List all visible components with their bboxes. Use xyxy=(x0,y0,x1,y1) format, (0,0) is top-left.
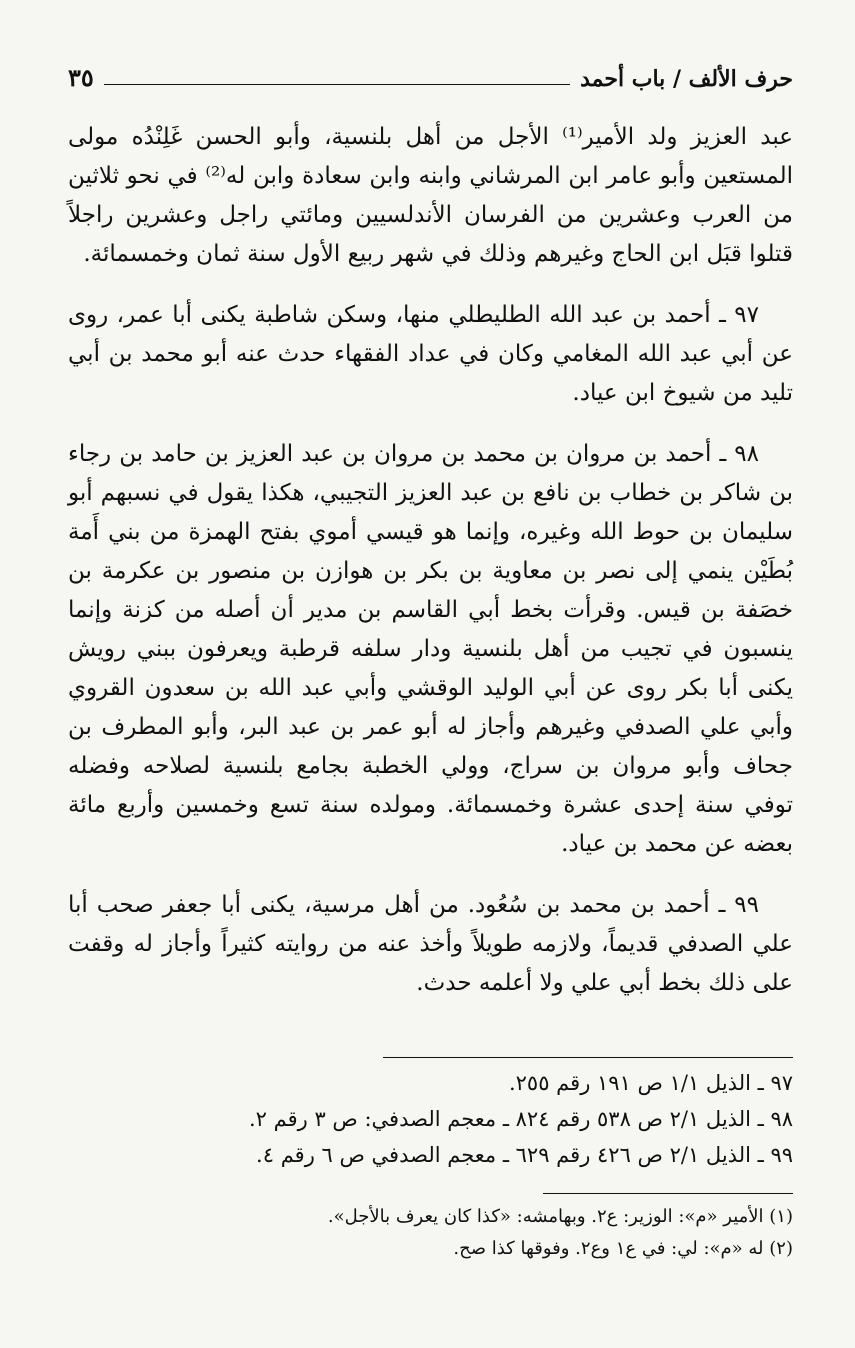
references-divider xyxy=(383,1057,793,1058)
critical-notes xyxy=(68,1201,793,1265)
reference-98: ٩٨ ـ الذيل ٢/١ ص ٥٣٨ رقم ٨٢٤ ـ معجم الصدفي: ص ٣ رقم ٢. xyxy=(248,1107,793,1131)
references xyxy=(68,1065,793,1173)
page-number: ٣٥ xyxy=(68,63,94,92)
entry-98: ٩٨ ـ أحمد بن مروان بن محمد بن مروان بن عبد العزيز بن حامد بن رجاء بن شاكر بن خطاب بن نافع بن عبد العزيز التجيبي، هكذا يقول في نسبهم أبو سليمان بن حوط الله وغيره، وإنما هو قيسي أموي بفتح الهمزة من بني أَمة بُطَيْن ينمي إلى نصر بن معاوية بن بكر بن هوازن بن منصور بن عكرمة بن خصَفة بن قيس. وقرأت بخط أبي القاسم بن مدير أن أصله من كزنة وإنما ينسبون في تجيب من أهل بلنسية ودار سلفه قرطبة ويعرفون ببني رويش يكنى أبا بكر روى عن أبي الوليد الوقشي وأبي عبد الله بن سعدون القروي وأبي علي الصدفي وغيرهم وأجاز له أبو عمر بن عبد البر، وأبو المطرف بن جحاف وأبو مروان بن سراج، وولي الخطبة بجامع بلنسية لصلاحه وفضله توفي سنة إحدى عشرة وخمسمائة. ومولده سنة تسع وخمسين وأربع مائة بعضه عن محمد بن عياد. xyxy=(68,441,793,857)
entry-97: ٩٧ ـ أحمد بن عبد الله الطليطلي منها، وسكن شاطبة يكنى أبا عمر، روى عن أبي عبد الله المغامي وكان في عداد الفقهاء حدث عنه أبو محمد بن أبي تليد من شيوخ ابن عياد. xyxy=(68,302,793,406)
main-text xyxy=(68,118,793,1025)
reference-97: ٩٧ ـ الذيل ١/١ ص ١٩١ رقم ٢٥٥. xyxy=(508,1071,793,1095)
note-1: (١) الأمير «م»: الوزير: ع٢. وبهامشه: «كذا كان يعرف بالأجل». xyxy=(327,1206,793,1227)
note-2: (٢) له «م»: لي: في ع١ وع٢. وفوقها كذا صح. xyxy=(453,1238,793,1259)
paragraph-continuation: عبد العزيز ولد الأمير⁽¹⁾ الأجل من أهل بلنسية، وأبو الحسن غَلِنْدُه مولى المستعين وأبو عامر ابن المرشاني وابنه وابن سعادة وابن له⁽²⁾ في نحو ثلاثين من العرب وعشرين من الفرسان الأندلسيين ومائتي راجل وعشرين راجلاً قتلوا قبَل ابن الحاج وغيرهم وذلك في شهر ربيع الأول سنة ثمان وخمسمائة. xyxy=(68,124,793,267)
notes-divider xyxy=(543,1193,793,1194)
header-rule xyxy=(104,84,570,85)
running-header xyxy=(68,60,793,92)
header-title: حرف الألف / باب أحمد xyxy=(580,66,793,92)
entry-99: ٩٩ ـ أحمد بن محمد بن سُعُود. من أهل مرسية، يكنى أبا جعفر صحب أبا علي الصدفي قديماً، ولازمه طويلاً وأخذ عنه من روايته كثيراً وأجاز له وقفت على ذلك بخط أبي علي ولا أعلمه حدث. xyxy=(68,892,793,996)
reference-99: ٩٩ ـ الذيل ٢/١ ص ٤٢٦ رقم ٦٢٩ ـ معجم الصدفي ص ٦ رقم ٤. xyxy=(256,1143,793,1167)
